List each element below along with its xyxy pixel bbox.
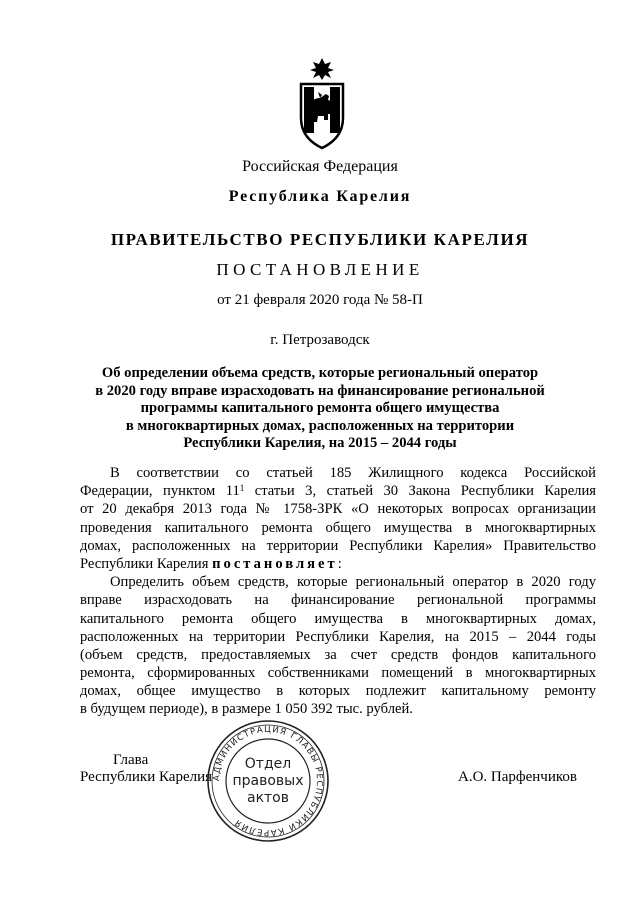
title-line: Об определении объема средств, которые региональный оператор — [101, 365, 539, 381]
body-line: от 20 декабря 2013 года № 1758-ЗРК «О некоторых вопросах организации — [80, 501, 596, 518]
city: г. Петрозаводск — [270, 332, 370, 348]
document-title — [0, 365, 640, 453]
government-heading: ПРАВИТЕЛЬСТВО РЕСПУБЛИКИ КАРЕЛИЯ — [110, 230, 530, 249]
stamp-ring-text: АДМИНИСТРАЦИЯ ГЛАВЫ РЕСПУБЛИКИ КАРЕЛИЯ — [211, 724, 325, 838]
body-line: вправе израсходовать на финансирование региональной программы — [80, 592, 596, 609]
body-line: капитального ремонта общего имущества в многоквартирных домах, — [80, 610, 596, 627]
document-body — [80, 464, 596, 719]
stamp-text-line: актов — [246, 790, 290, 806]
body-line: Федерации, пунктом $11^1$ статьи 3, статьей 30 Закона Республики Карелия — [80, 483, 596, 500]
stamp-text-line: правовых — [232, 773, 304, 789]
body-line: расположенных на территории Республики Карелия, на 2015 – 2044 годы — [80, 628, 596, 645]
signatory-position-republic: Республики Карелия — [80, 769, 213, 785]
coat-of-arms-emblem — [298, 58, 346, 150]
title-line: программы капитального ремонта общего имущества — [140, 400, 500, 417]
stamp-text-line: Отдел — [244, 756, 292, 772]
date-number: от 21 февраля 2020 года № 58-П — [217, 292, 423, 308]
signatory-name: А.О. Парфенчиков — [458, 769, 577, 785]
body-line: домах, расположенных на территории Республики Карелия» Правительство — [80, 537, 596, 554]
body-line: В соответствии со статьей 185 Жилищного кодекса Российской — [110, 465, 596, 481]
body-line: проведения капитального ремонта общего имущества в многоквартирных — [80, 519, 596, 536]
body-line: Определить объем средств, которые региональный оператор в 2020 году — [110, 574, 596, 591]
body-line: домах, общее имущество в которых подлежит капитальному ремонту — [80, 683, 596, 700]
title-line: в 2020 году вправе израсходовать на финансирование региональной — [95, 382, 545, 399]
signatory-position: Глава — [113, 752, 149, 768]
document-type: ПОСТАНОВЛЕНИЕ — [216, 260, 424, 279]
country-line: Российская Федерация — [242, 158, 398, 175]
body-line: ремонта, сформированных собственниками помещений в многоквартирных — [80, 665, 596, 682]
superscript: 1 — [239, 483, 245, 494]
title-line: в многоквартирных домах, расположенных на территории — [125, 417, 515, 434]
title-line: Республики Карелия, на 2015 – 2044 годы — [183, 435, 457, 452]
body-line: (объем средств, предоставляемых за счет средств фондов капитального — [80, 646, 596, 663]
official-stamp — [205, 718, 331, 844]
republic-line: Республика Карелия — [228, 188, 412, 205]
body-line: Республики Карелия постановляет: — [80, 555, 342, 572]
decree-word: постановляет — [212, 555, 338, 572]
body-line: в будущем периоде), в размере 1 050 392 тыс. рублей. — [80, 701, 413, 718]
